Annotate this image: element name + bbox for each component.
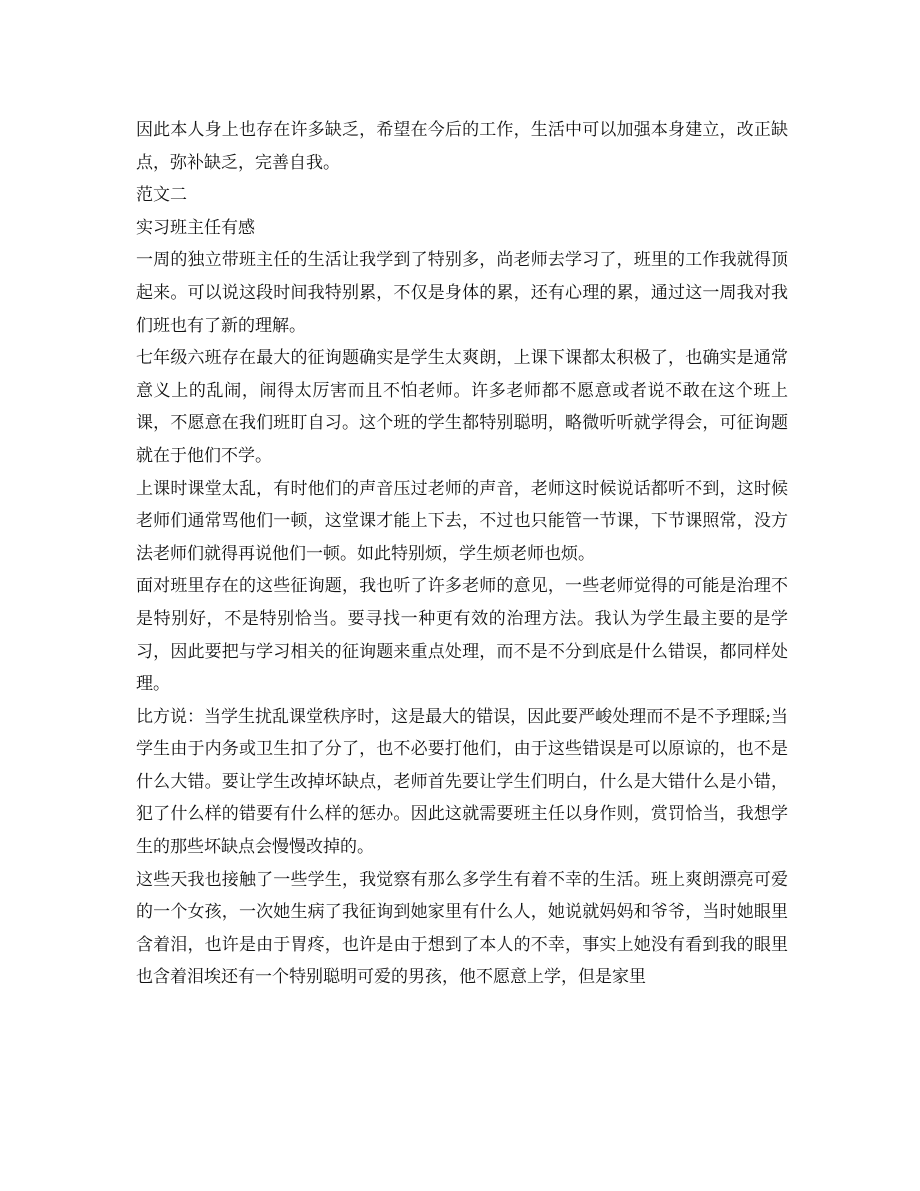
paragraph-classroom-chaos: 上课时课堂太乱，有时他们的声音压过老师的声音，老师这时候说话都听不到，这时候老师们通常骂他们一顿，这堂课才能上下去，不过也只能管一节课，下节课照常，没方法老师们就得再说他们一顿。如此特别烦，学生烦老师也烦。 [136,478,788,564]
paragraph-students-lives: 这些天我也接触了一些学生，我觉察有那么多学生有着不幸的生活。班上爽朗漂亮可爱的一个女孩，一次她生病了我征询到她家里有什么人，她说就妈妈和爷爷，当时她眼里含着泪，也许是由于胃疼，也许是由于想到了本人的不幸，事实上她没有看到我的眼里也含着泪埃还有一个特别聪明可爱的男孩，他不愿意上学，但是家里 [136,869,788,988]
document-body [136,114,788,994]
paragraph-self-improvement: 因此本人身上也存在许多缺乏，希望在今后的工作，生活中可以加强本身建立，改正缺点，弥补缺乏，完善自我。 [136,120,788,173]
section-heading-sample-two: 范文二 [136,185,187,206]
paragraph-one-week: 一周的独立带班主任的生活让我学到了特别多，尚老师去学习了，班里的工作我就得顶起来。可以说这段时间我特别累，不仅是身体的累，还有心理的累，通过这一周我对我们班也有了新的理解。 [136,250,788,336]
paragraph-teacher-advice: 面对班里存在的这些征询题，我也听了许多老师的意见，一些老师觉得的可能是治理不是特别好，不是特别恰当。要寻找一种更有效的治理方法。我认为学生最主要的是学习，因此要把与学习相关的征询题来重点处理，而不是不分到底是什么错误，都同样处理。 [136,576,788,695]
essay-title: 实习班主任有感 [136,217,255,238]
paragraph-class-problem: 七年级六班存在最大的征询题确实是学生太爽朗，上课下课都太积极了，也确实是通常意义上的乱闹，闹得太厉害而且不怕老师。许多老师都不愿意或者说不敢在这个班上课，不愿意在我们班盯自习。这个班的学生都特别聪明，略微听听就学得会，可征询题就在于他们不学。 [136,348,788,466]
paragraph-example: 比方说：当学生扰乱课堂秩序时，这是最大的错误，因此要严峻处理而不是不予理睬;当学生由于内务或卫生扣了分了，也不必要打他们，由于这些错误是可以原谅的，也不是什么大错。要让学生改掉坏缺点，老师首先要让学生们明白，什么是大错什么是小错，犯了什么样的错要有什么样的惩办。因此这就需要班主任以身作则，赏罚恰当，我想学生的那些坏缺点会慢慢改掉的。 [136,706,788,858]
